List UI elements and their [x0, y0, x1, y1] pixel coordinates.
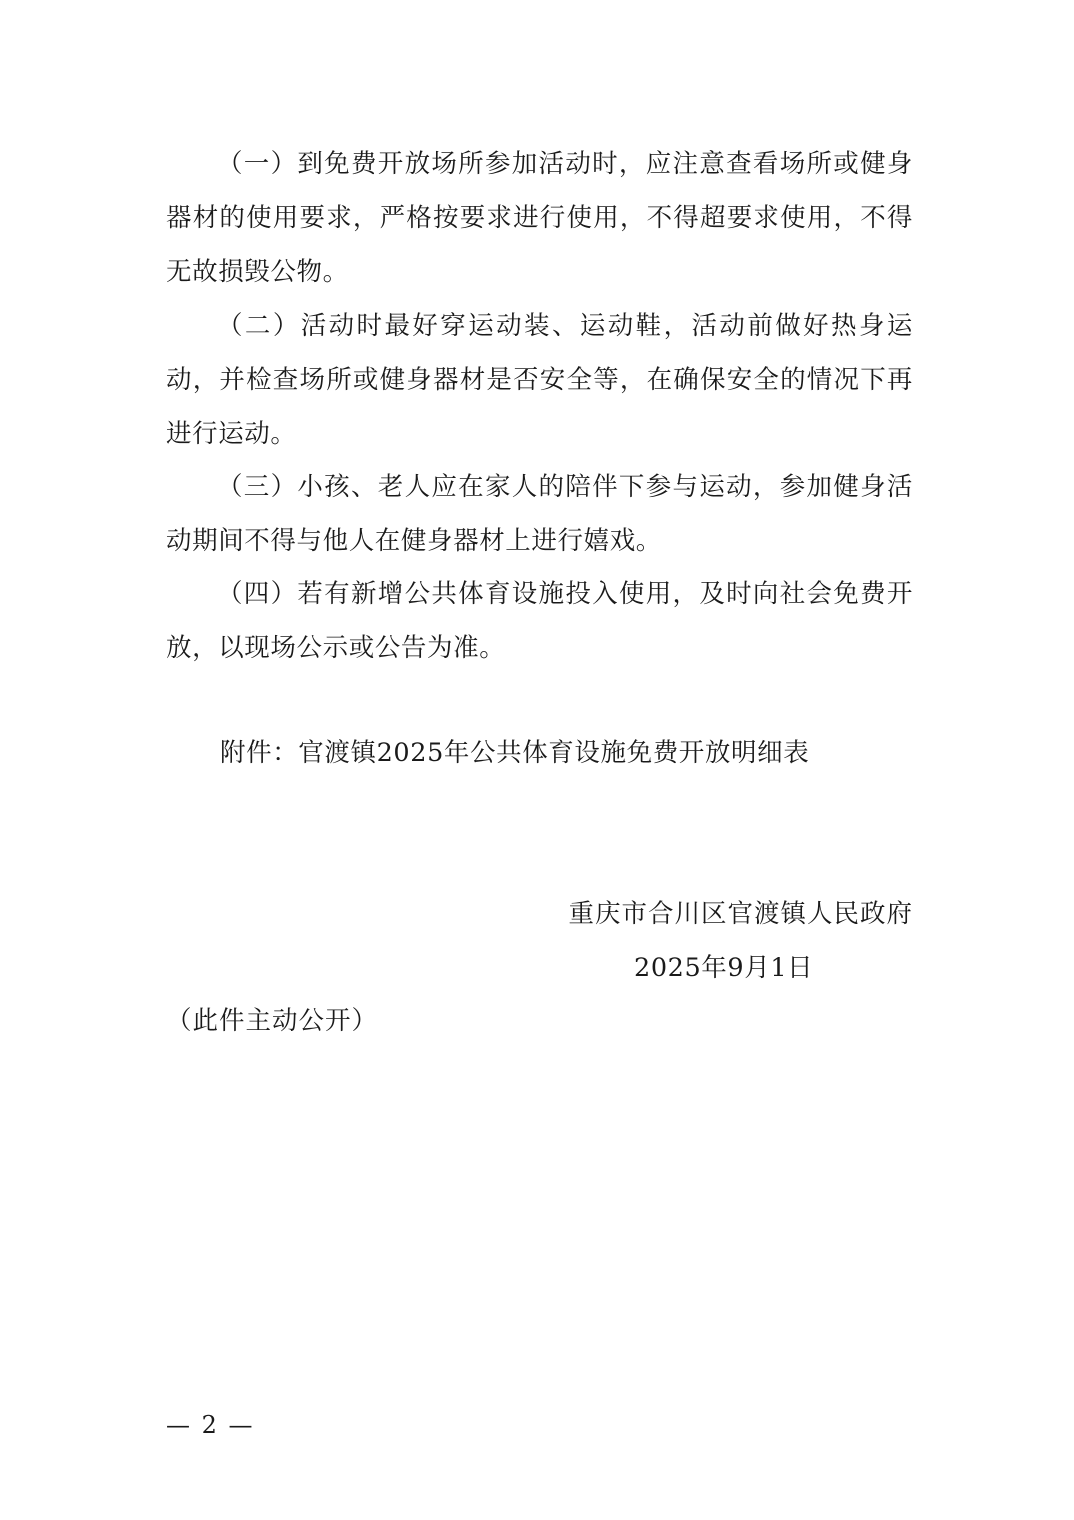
body-paragraph-4	[166, 567, 913, 675]
issuer-signature: 重庆市合川区官渡镇人民政府	[568, 899, 913, 929]
body-paragraph-1	[166, 137, 913, 299]
attachment-line: 附件：官渡镇2025年公共体育设施免费开放明细表	[220, 738, 810, 768]
body-paragraph-2	[166, 299, 913, 461]
paragraph-text: （一）到免费开放场所参加活动时，应注意查看场所或健身器材的使用要求，严格按要求进行使用，不得超要求使用，不得无故损毁公物。	[166, 149, 913, 287]
paragraph-text: （二）活动时最好穿运动装、运动鞋，活动前做好热身运动，并检查场所或健身器材是否安全等，在确保安全的情况下再进行运动。	[166, 311, 913, 449]
disclosure-note: （此件主动公开）	[166, 1006, 379, 1036]
paragraph-text: （三）小孩、老人应在家人的陪伴下参与运动，参加健身活动期间不得与他人在健身器材上进行嬉戏。	[166, 472, 913, 556]
body-paragraph-3	[166, 460, 913, 568]
paragraph-text: （四）若有新增公共体育设施投入使用，及时向社会免费开放，以现场公示或公告为准。	[166, 579, 913, 663]
issue-date: 2025年9月1日	[634, 953, 814, 983]
page-number: — 2 —	[166, 1411, 255, 1439]
